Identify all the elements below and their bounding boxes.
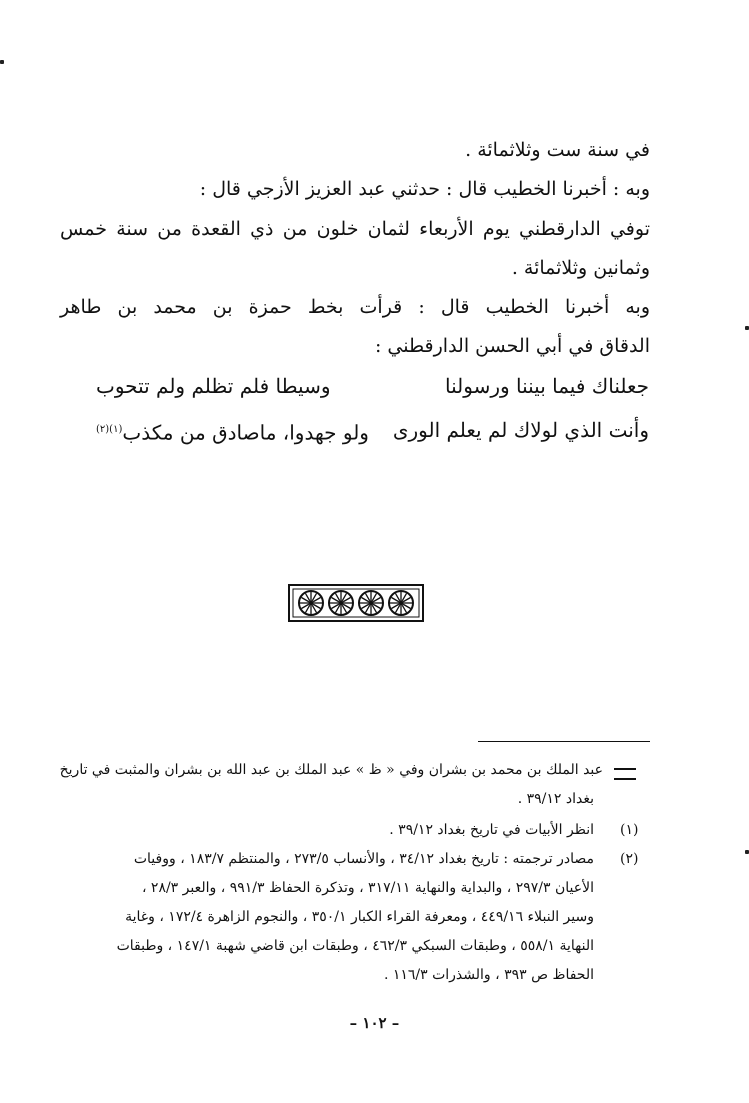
verse-1-second-hemistich: وسيطا فلم تظلم ولم تتحوب <box>96 374 331 398</box>
paragraph-4-line-1: وبه أخبرنا الخطيب قال : قرأت بخط حمزة بن محمد بن طاهر <box>60 296 650 318</box>
footnote-2-number: (٢) <box>620 851 639 867</box>
rosette-1 <box>299 591 323 615</box>
paragraph-3-line-2: وثمانين وثلاثمائة . <box>511 257 650 279</box>
rosette-3 <box>359 591 383 615</box>
footnote-2-line-5: الحفاظ ص ٣٩٣ ، والشذرات ١١٦/٣ . <box>383 967 594 983</box>
verse-2-first-hemistich: وأنت الذي لولاك لم يعلم الورى <box>392 418 649 442</box>
footnote-1-text: انظر الأبيات في تاريخ بغداد ٣٩/١٢ . <box>389 822 594 838</box>
rosette-ornament <box>288 584 424 622</box>
paragraph-2: وبه : أخبرنا الخطيب قال : حدثني عبد العزيز الأزجي قال : <box>199 178 650 200</box>
paragraph-1: في سنة ست وثلاثمائة . <box>465 139 650 161</box>
continuation-mark <box>614 768 636 780</box>
footnote-1-number: (١) <box>620 822 639 838</box>
paragraph-3-line-1: توفي الدارقطني يوم الأربعاء لثمان خلون من ذي القعدة من سنة خمس <box>60 218 650 240</box>
page-number: – ١٠٢ – <box>349 1014 400 1032</box>
footnote-2-line-4: النهاية ٥٥٨/١ ، وطبقات السبكي ٤٦٢/٣ ، وطبقات ابن قاضي شهبة ١٤٧/١ ، وطبقات <box>116 938 594 954</box>
paragraph-4-line-2: الدقاق في أبي الحسن الدارقطني : <box>374 335 650 357</box>
footnote-2-line-2: الأعيان ٢٩٧/٣ ، والبداية والنهاية ٣١٧/١١ ، وتذكرة الحفاظ ٩٩١/٣ ، والعبر ٢٨/٣ ، <box>141 880 594 896</box>
margin-mark-bottom-right <box>745 850 749 854</box>
verse-1-first-hemistich: جعلناك فيما بيننا ورسولنا <box>445 374 649 398</box>
footnote-continuation-line-1: عبد الملك بن محمد بن بشران وفي « ظ » عبد الملك بن عبد الله بن بشران والمثبت في تاريخ <box>59 762 603 778</box>
footnote-separator <box>478 741 650 742</box>
verse-2-second-hemistich <box>96 417 369 446</box>
footnote-continuation-line-2: بغداد ٣٩/١٢ . <box>517 791 594 807</box>
footnote-2-line-1: مصادر ترجمته : تاريخ بغداد ٣٤/١٢ ، والأنساب ٢٧٣/٥ ، والمنتظم ١٨٣/٧ ، ووفيات <box>133 851 594 867</box>
margin-mark-top-left <box>0 60 4 64</box>
verse-2-second-text: ولو جهدوا، ماصادق من مكذب <box>122 420 369 445</box>
rosette-4 <box>389 591 413 615</box>
margin-mark-mid-right <box>745 326 749 330</box>
footnote-reference: (١)(٢) <box>96 424 123 435</box>
footnote-2-line-3: وسير النبلاء ٤٤٩/١٦ ، ومعرفة القراء الكبار ٣٥٠/١ ، والنجوم الزاهرة ١٧٢/٤ ، وغاية <box>125 909 594 925</box>
rosette-2 <box>329 591 353 615</box>
